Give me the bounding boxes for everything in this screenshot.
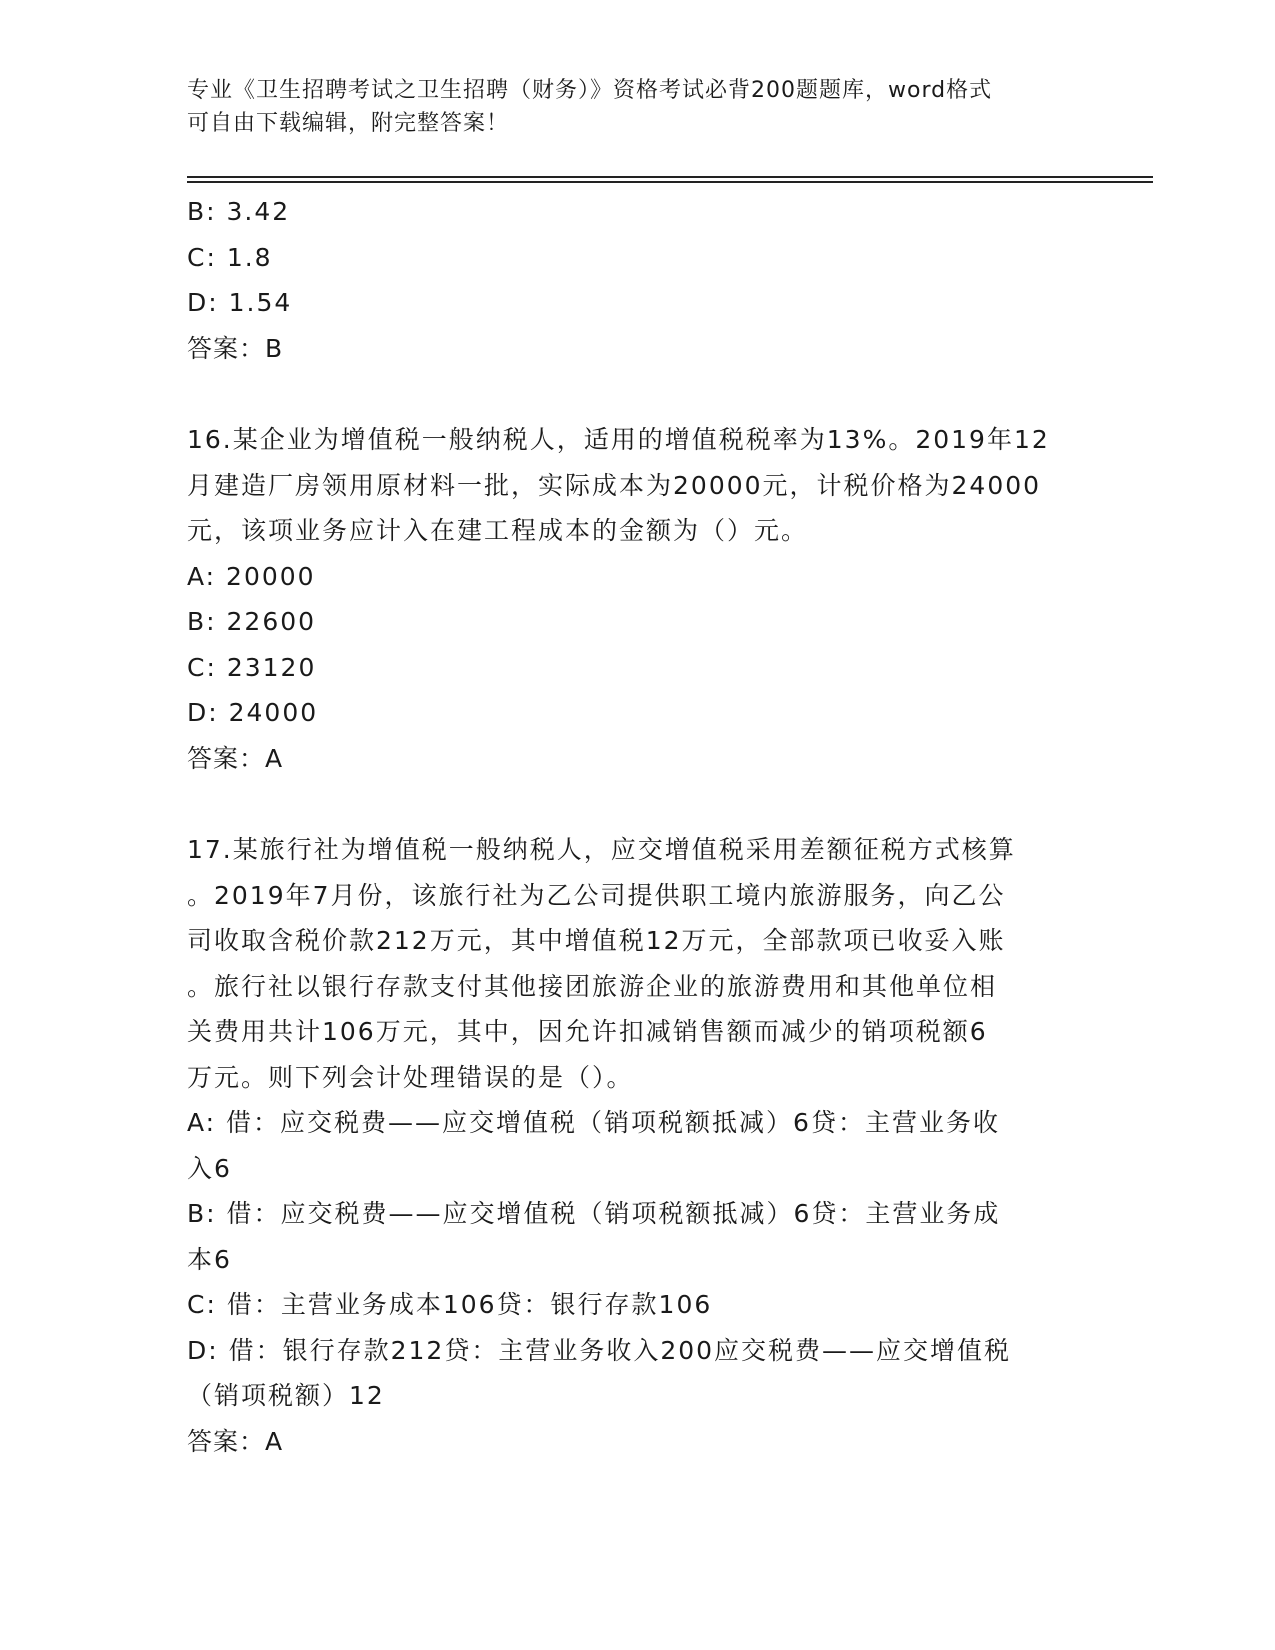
option-d: D: 1.54 — [187, 288, 293, 317]
option-c: C: 借：主营业务成本106贷：银行存款106 — [187, 1290, 713, 1319]
question-content — [187, 189, 1077, 1464]
header-divider-top — [187, 176, 1153, 178]
header-line-1: 专业《卫生招聘考试之卫生招聘（财务）》资格考试必背200题题库，word格式 — [187, 78, 993, 103]
question-text-line: 万元。则下列会计处理错误的是（）。 — [187, 1062, 634, 1092]
question-text-line: 16.某企业为增值税一般纳税人，适用的增值税税率为13%。2019年12 — [187, 425, 1050, 454]
spacer — [187, 781, 1077, 827]
header-divider-bottom — [187, 181, 1153, 183]
answer: 答案：A — [187, 1426, 284, 1456]
question-text-line: 司收取含税价款212万元，其中增值税12万元，全部款项已收妥入账 — [187, 926, 1006, 955]
question-text-line: 元，该项业务应计入在建工程成本的金额为（）元。 — [187, 516, 809, 545]
document-header — [187, 74, 1067, 140]
option-b-continued: 本6 — [187, 1244, 232, 1274]
option-d: D: 24000 — [187, 698, 319, 727]
question-16 — [187, 417, 1077, 781]
question-text-line: 关费用共计106万元，其中，因允许扣减销售额而减少的销项税额6 — [187, 1017, 988, 1046]
option-b: B: 借：应交税费——应交增值税（销项税额抵减）6贷：主营业务成 — [187, 1199, 1001, 1228]
option-a-continued: 入6 — [187, 1153, 232, 1183]
answer: 答案：A — [187, 743, 284, 773]
question-15-continued — [187, 189, 1077, 371]
option-a: A: 借：应交税费——应交增值税（销项税额抵减）6贷：主营业务收 — [187, 1108, 1000, 1137]
option-a: A: 20000 — [187, 561, 316, 591]
option-d: D: 借：银行存款212贷：主营业务收入200应交税费——应交增值税 — [187, 1335, 1012, 1365]
question-text-line: 。2019年7月份，该旅行社为乙公司提供职工境内旅游服务，向乙公 — [187, 880, 1006, 910]
option-c: C: 23120 — [187, 652, 317, 682]
header-line-2: 可自由下载编辑，附完整答案！ — [187, 111, 510, 136]
spacer — [187, 371, 1077, 417]
question-text-line: 17.某旅行社为增值税一般纳税人，应交增值税采用差额征税方式核算 — [187, 835, 1016, 864]
answer: 答案：B — [187, 333, 284, 363]
option-b: B: 22600 — [187, 607, 317, 636]
question-17 — [187, 827, 1077, 1464]
option-b: B: 3.42 — [187, 197, 291, 226]
option-d-continued: （销项税额）12 — [187, 1381, 385, 1410]
question-text-line: 。旅行社以银行存款支付其他接团旅游企业的旅游费用和其他单位相 — [187, 971, 998, 1001]
question-text-line: 月建造厂房领用原材料一批，实际成本为20000元，计税价格为24000 — [187, 470, 1042, 500]
option-c: C: 1.8 — [187, 242, 273, 272]
